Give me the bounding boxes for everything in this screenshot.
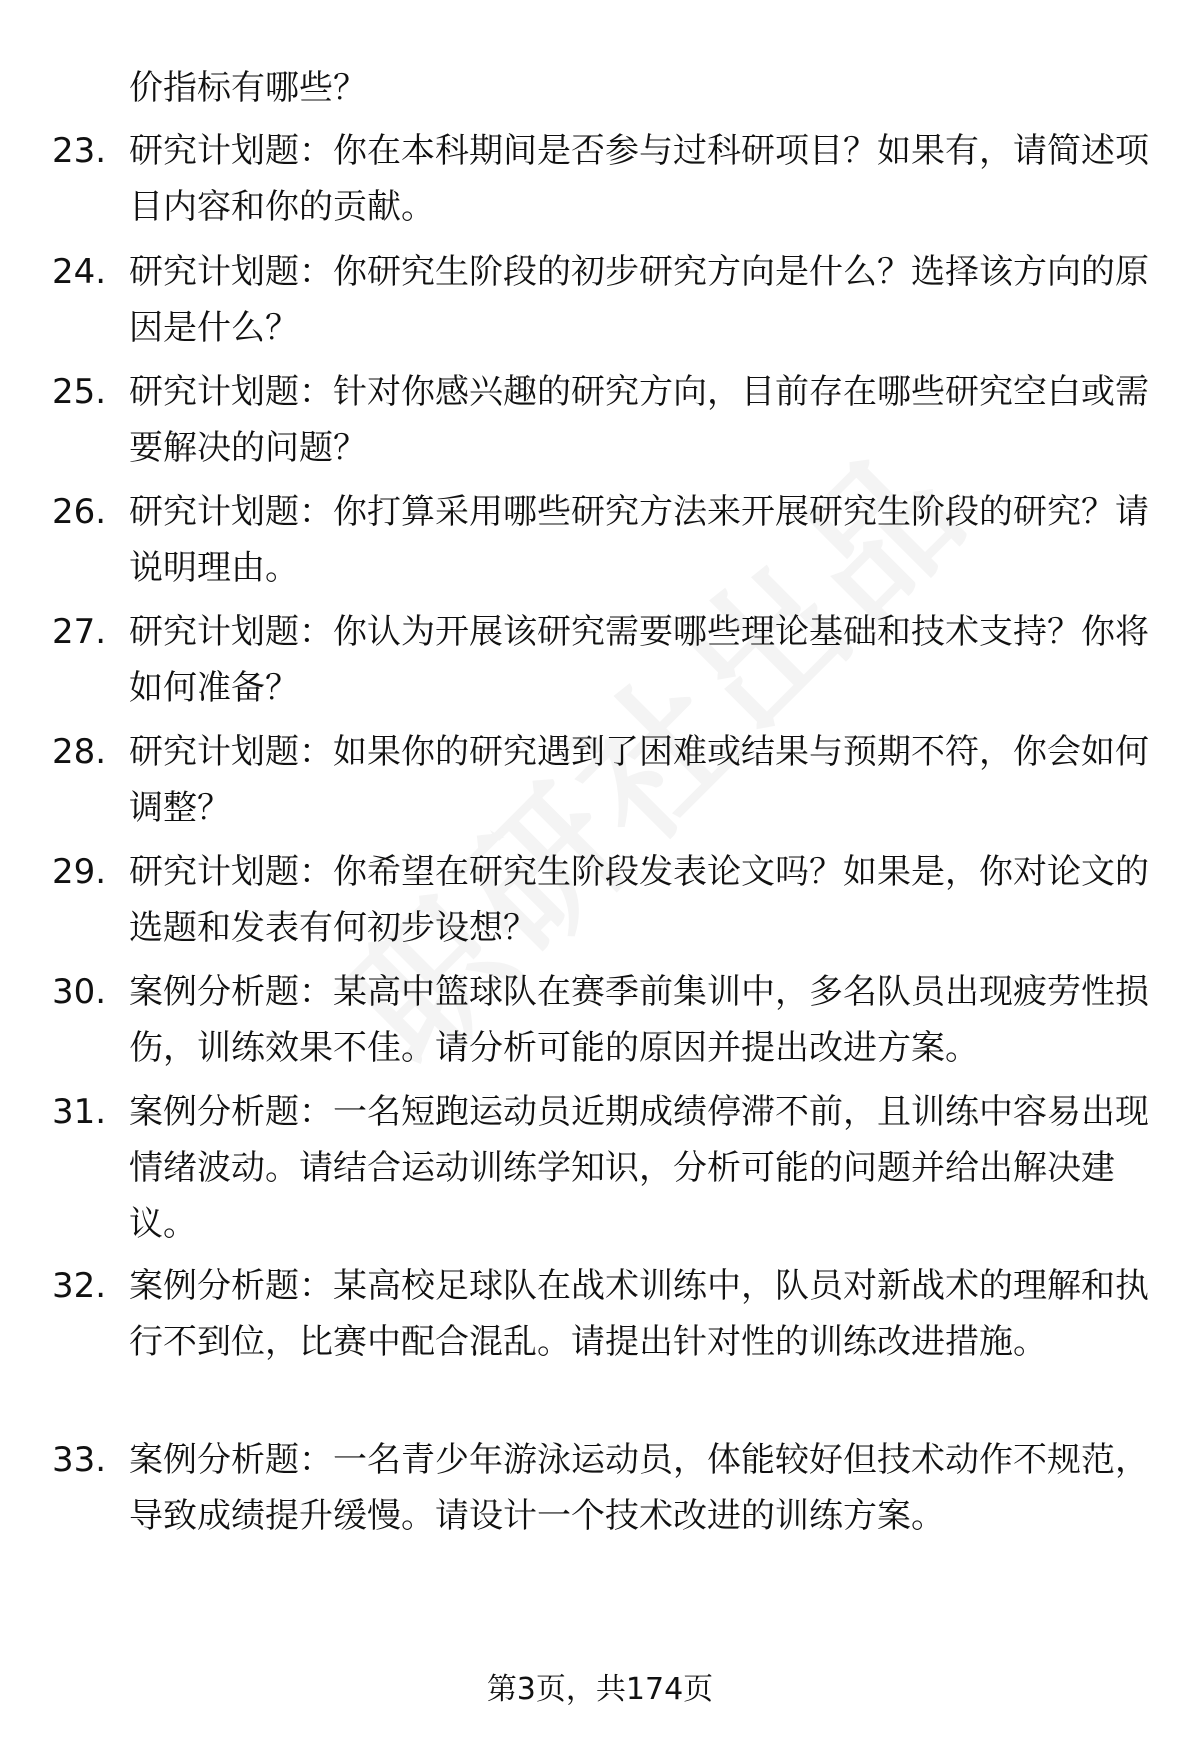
question-text: 研究计划题：针对你感兴趣的研究方向，目前存在哪些研究空白或需要解决的问题？ xyxy=(129,372,1149,468)
question-number: 28. xyxy=(52,732,107,772)
question-item xyxy=(52,244,1152,356)
question-number: 32. xyxy=(52,1266,107,1306)
question-text: 研究计划题：你打算采用哪些研究方法来开展研究生阶段的研究？请说明理由。 xyxy=(129,492,1149,588)
question-text: 研究计划题：你认为开展该研究需要哪些理论基础和技术支持？你将如何准备？ xyxy=(129,612,1149,708)
question-number: 27. xyxy=(52,612,107,652)
question-item xyxy=(52,724,1152,836)
question-item xyxy=(52,1258,1152,1370)
question-number: 31. xyxy=(52,1092,107,1132)
question-number: 26. xyxy=(52,492,107,532)
question-text: 案例分析题：一名短跑运动员近期成绩停滞不前，且训练中容易出现情绪波动。请结合运动训练学知识，分析可能的问题并给出解决建议。 xyxy=(129,1092,1149,1244)
page-footer: 第3页，共174页 xyxy=(486,1672,714,1707)
question-item xyxy=(52,604,1152,716)
question-number: 30. xyxy=(52,972,107,1012)
question-text: 研究计划题：你研究生阶段的初步研究方向是什么？选择该方向的原因是什么？ xyxy=(129,252,1149,348)
question-number: 25. xyxy=(52,372,107,412)
continuation-text: 价指标有哪些？ xyxy=(129,68,367,108)
question-text: 研究计划题：你希望在研究生阶段发表论文吗？如果是，你对论文的选题和发表有何初步设想？ xyxy=(129,852,1149,948)
question-text: 案例分析题：某高校足球队在战术训练中，队员对新战术的理解和执行不到位，比赛中配合混乱。请提出针对性的训练改进措施。 xyxy=(129,1266,1149,1362)
question-item xyxy=(52,123,1152,235)
question-item xyxy=(52,1432,1152,1544)
question-item xyxy=(52,484,1152,596)
question-number: 33. xyxy=(52,1440,107,1480)
question-number: 29. xyxy=(52,852,107,892)
question-number: 24. xyxy=(52,252,107,292)
question-text: 研究计划题：你在本科期间是否参与过科研项目？如果有，请简述项目内容和你的贡献。 xyxy=(129,131,1149,227)
question-item xyxy=(52,844,1152,956)
question-number: 23. xyxy=(52,131,107,171)
question-item xyxy=(52,364,1152,476)
question-text: 案例分析题：一名青少年游泳运动员，体能较好但技术动作不规范，导致成绩提升缓慢。请设计一个技术改进的训练方案。 xyxy=(129,1440,1149,1536)
question-item xyxy=(52,1084,1152,1252)
question-item xyxy=(52,964,1152,1076)
question-text: 案例分析题：某高中篮球队在赛季前集训中，多名队员出现疲劳性损伤，训练效果不佳。请分析可能的原因并提出改进方案。 xyxy=(129,972,1149,1068)
question-text: 研究计划题：如果你的研究遇到了困难或结果与预期不符，你会如何调整？ xyxy=(129,732,1149,828)
